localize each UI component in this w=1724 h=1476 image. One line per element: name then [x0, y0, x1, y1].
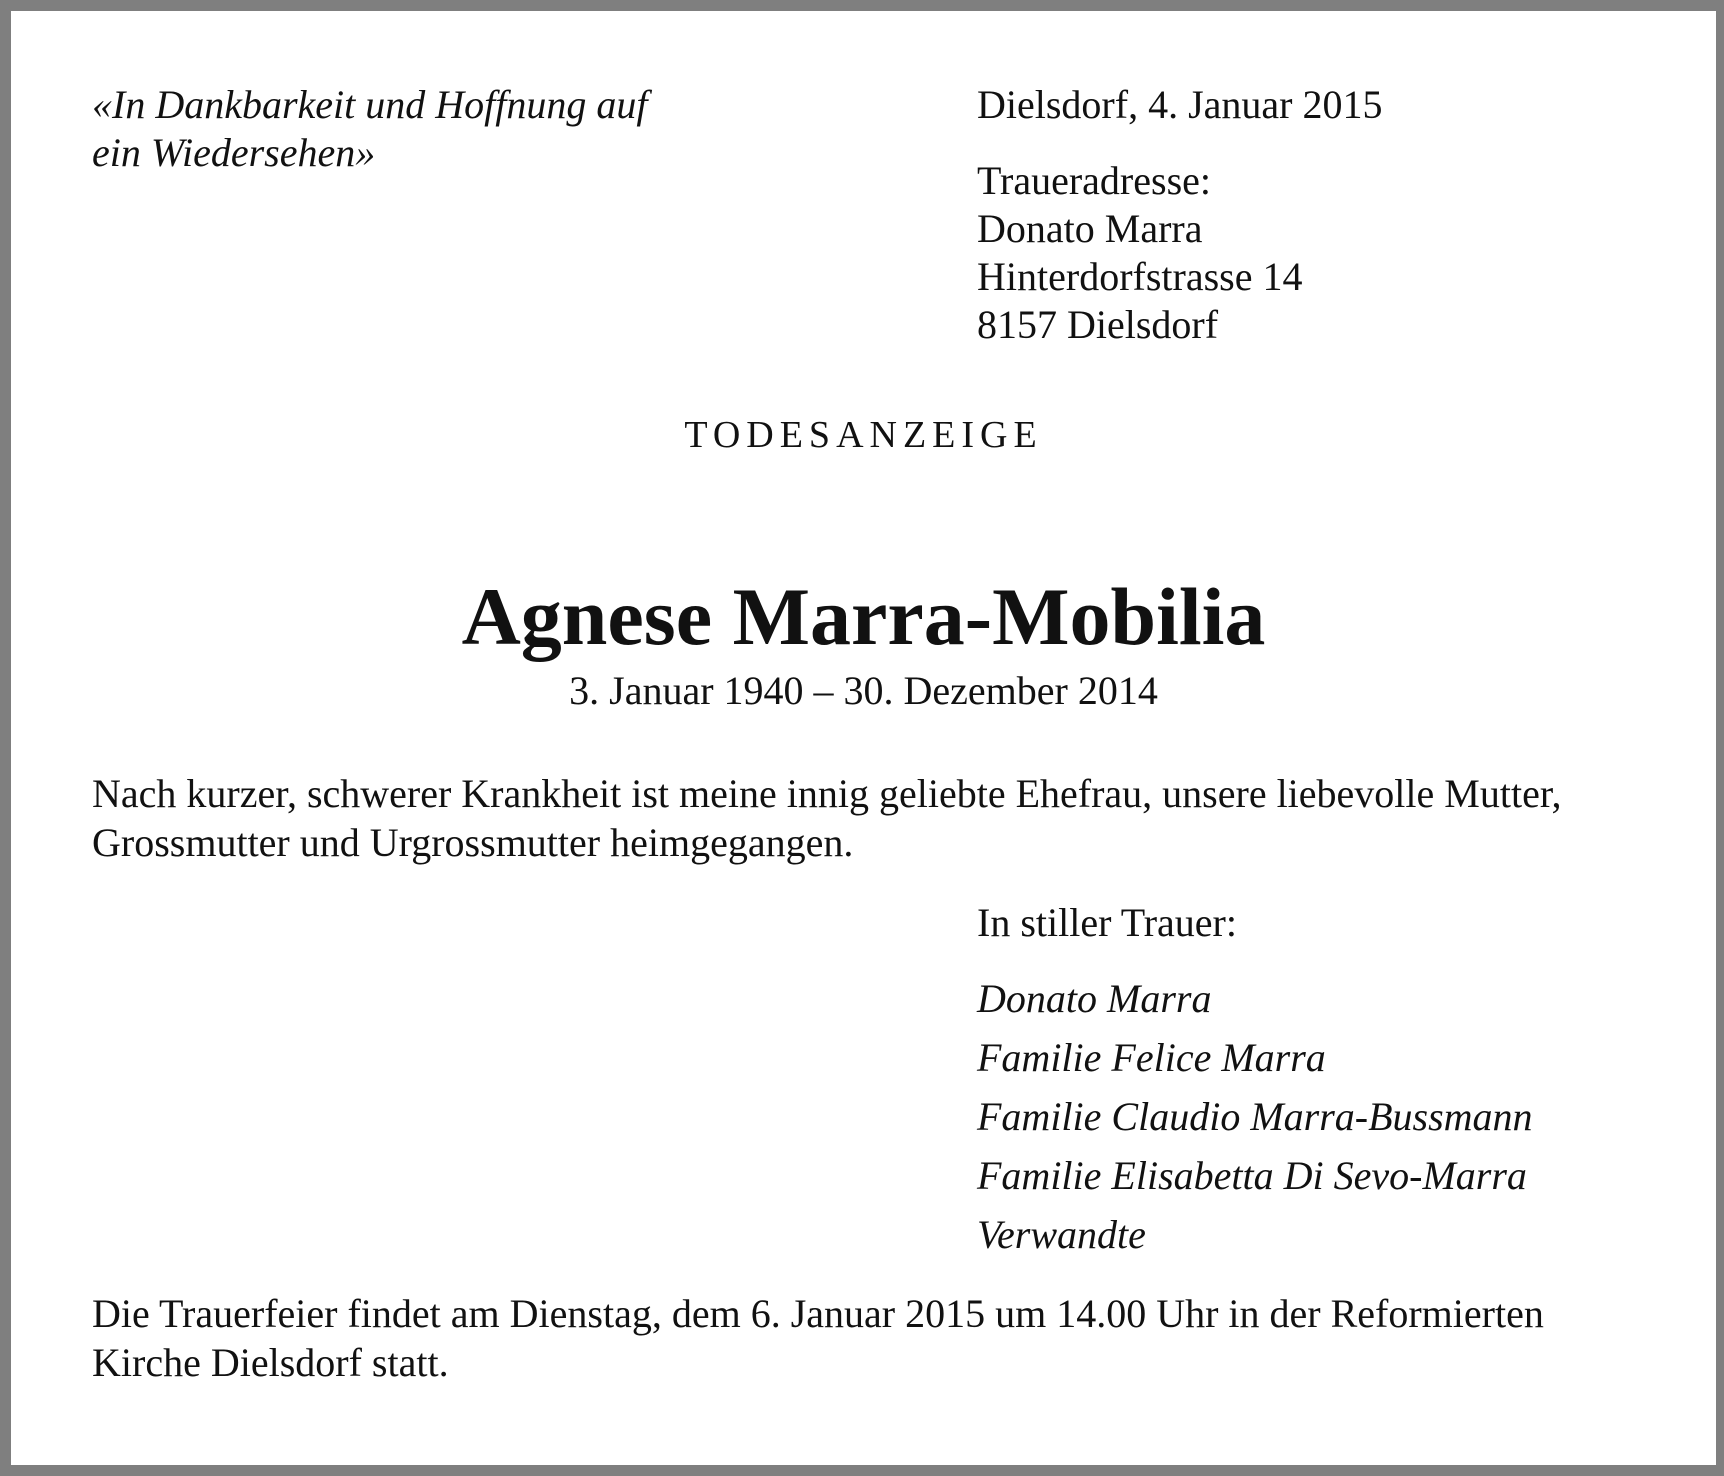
address-label: Traueradresse:	[977, 158, 1212, 203]
announcement-line-1: Nach kurzer, schwerer Krankheit ist meine innig geliebte Ehefrau, unsere liebevolle Mutter,	[92, 771, 1562, 816]
service-info	[92, 1289, 1652, 1387]
mourning-address	[977, 157, 1677, 349]
service-line-2: Kirche Dielsdorf statt.	[92, 1340, 449, 1385]
address-name: Donato Marra	[977, 206, 1203, 251]
announcement-heading: TODESANZEIGE	[684, 414, 1043, 456]
motto-line-2: ein Wiedersehen»	[92, 130, 376, 175]
life-dates: 3. Januar 1940 – 30. Dezember 2014	[569, 668, 1158, 713]
address-street: Hinterdorfstrasse 14	[977, 254, 1303, 299]
mourner-name: Verwandte	[977, 1212, 1146, 1257]
deceased-name: Agnese Marra-Mobilia	[461, 571, 1266, 662]
obituary-page	[11, 11, 1716, 1465]
mourner-name: Familie Elisabetta Di Sevo-Marra	[977, 1153, 1527, 1198]
mourner-name: Familie Claudio Marra-Bussmann	[977, 1094, 1533, 1139]
mourner-name: Donato Marra	[977, 976, 1212, 1021]
mourner-name: Familie Felice Marra	[977, 1035, 1326, 1080]
announcement-line-2: Grossmutter und Urgrossmutter heimgegangen.	[92, 820, 854, 865]
service-line-1: Die Trauerfeier findet am Dienstag, dem 6. Januar 2015 um 14.00 Uhr in der Reformierten	[92, 1291, 1544, 1336]
motto-line-1: «In Dankbarkeit und Hoffnung auf	[92, 82, 648, 127]
motto-quote	[92, 81, 792, 177]
address-city: 8157 Dielsdorf	[977, 302, 1219, 347]
announcement-text	[92, 769, 1652, 867]
mourners-label: In stiller Trauer:	[977, 900, 1237, 945]
mourners-list	[977, 969, 1533, 1264]
place-date: Dielsdorf, 4. Januar 2015	[977, 82, 1383, 127]
